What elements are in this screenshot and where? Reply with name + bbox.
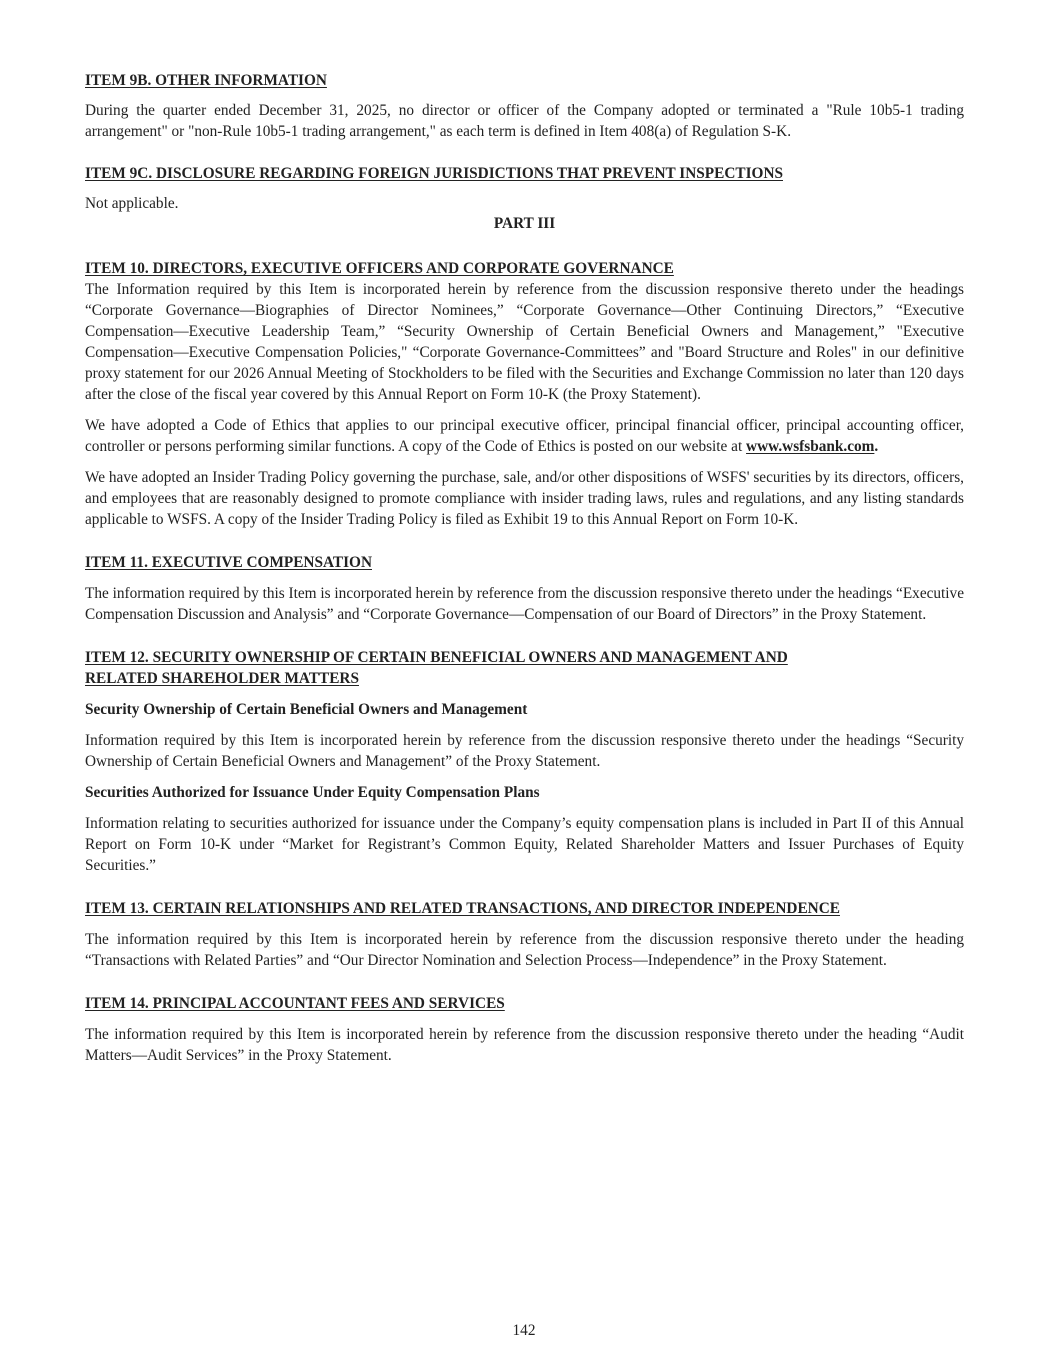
item-12-heading-line-2: RELATED SHAREHOLDER MATTERS xyxy=(85,670,359,687)
item-14-body: The information required by this Item is incorporated herein by reference from the discussion responsive thereto under the heading “Audit Matters—Audit Services” in the Proxy Statement. xyxy=(85,1026,964,1064)
item-12-subheading-1: Security Ownership of Certain Beneficial Owners and Management xyxy=(85,701,528,718)
item-11-heading: ITEM 11. EXECUTIVE COMPENSATION xyxy=(85,554,372,571)
item-9c-heading: ITEM 9C. DISCLOSURE REGARDING FOREIGN JURISDICTIONS THAT PREVENT INSPECTIONS xyxy=(85,165,783,182)
item-10-body-1: The Information required by this Item is incorporated herein by reference from the discussion responsive thereto under the headings “Corporate Governance—Biographies of Director Nominees,” “Corporate Governance—Other Continuing Directors,” “Executive Compensation—Executive Leadership Team,” “Security Ownership of Certain Beneficial Owners and Management,” "Executive Compensation—Executive Compensation Policies," “Corporate Governance-Committees” and "Board Structure and Roles" in our definitive proxy statement for our 2026 Annual Meeting of Stockholders to be filed with the Securities and Exchange Commission no later than 120 days after the close of the fiscal year covered by this Annual Report on Form 10-K (the Proxy Statement). xyxy=(85,281,964,403)
item-14-heading: ITEM 14. PRINCIPAL ACCOUNTANT FEES AND SERVICES xyxy=(85,995,505,1012)
item-13-body: The information required by this Item is incorporated herein by reference from the discussion responsive thereto under the heading “Transactions with Related Parties” and “Our Director Nomination and Selection Process—Independence” in the Proxy Statement. xyxy=(85,931,964,969)
part-iii-title: PART III xyxy=(493,215,556,232)
item-12-heading-line-1: ITEM 12. SECURITY OWNERSHIP OF CERTAIN BENEFICIAL OWNERS AND MANAGEMENT AND xyxy=(85,649,788,666)
item-9b-body: During the quarter ended December 31, 2025, no director or officer of the Company adopted or terminated a "Rule 10b5-1 trading arrangement" or "non-Rule 10b5-1 trading arrangement," as each term is defined in Item 408(a) of Regulation S-K. xyxy=(85,102,964,140)
item-12-subheading-2: Securities Authorized for Issuance Under Equity Compensation Plans xyxy=(85,784,540,801)
item-9c-body: Not applicable. xyxy=(85,195,179,212)
item-10-body-3: We have adopted an Insider Trading Policy governing the purchase, sale, and/or other dispositions of WSFS' securities by its directors, officers, and employees that are reasonably designed to promote compliance with insider trading laws, rules and regulations, and any listing standards applicable to WSFS. A copy of the Insider Trading Policy is filed as Exhibit 19 to this Annual Report on Form 10-K. xyxy=(85,469,964,528)
item-10-body-2-end: . xyxy=(874,438,879,455)
item-12-body-2: Information relating to securities authorized for issuance under the Company’s equity compensation plans is included in Part II of this Annual Report on Form 10-K under “Market for Registrant’s Common Equity, Related Shareholder Matters and Issuer Purchases of Equity Securities.” xyxy=(85,815,964,874)
website-link[interactable]: www.wsfsbank.com xyxy=(746,438,875,455)
item-13-heading: ITEM 13. CERTAIN RELATIONSHIPS AND RELATED TRANSACTIONS, AND DIRECTOR INDEPENDENCE xyxy=(85,900,840,917)
item-10-body-2 xyxy=(85,415,964,457)
item-10-body-2-text: We have adopted a Code of Ethics that applies to our principal executive officer, principal financial officer, principal accounting officer, controller or persons performing similar functions. A copy of the Code of Ethics is posted on our website at xyxy=(85,417,964,455)
item-12-body-1: Information required by this Item is incorporated herein by reference from the discussion responsive thereto under the headings “Security Ownership of Certain Beneficial Owners and Management” of the Proxy Statement. xyxy=(85,732,964,770)
item-10-heading: ITEM 10. DIRECTORS, EXECUTIVE OFFICERS AND CORPORATE GOVERNANCE xyxy=(85,260,674,277)
item-9b-heading: ITEM 9B. OTHER INFORMATION xyxy=(85,72,327,89)
item-11-body: The information required by this Item is incorporated herein by reference from the discussion responsive thereto under the headings “Executive Compensation Discussion and Analysis” and “Corporate Governance—Compensation of our Board of Directors” in the Proxy Statement. xyxy=(85,585,964,623)
document-page xyxy=(85,70,964,1066)
page-number: 142 xyxy=(512,1322,536,1339)
